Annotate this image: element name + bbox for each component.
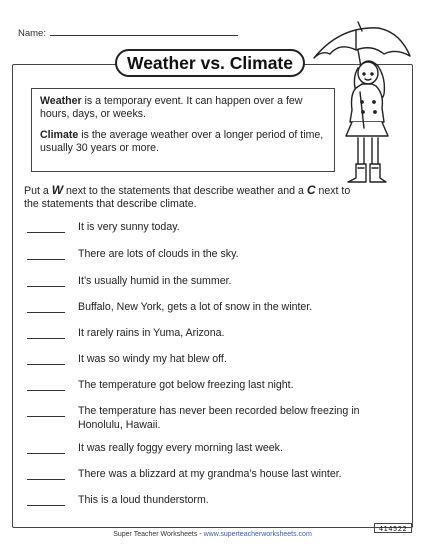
definitions-box [31,88,335,172]
list-item [27,379,388,393]
answer-blank[interactable] [27,354,65,365]
statement-text: It rarely rains in Yuma, Arizona. [78,327,225,339]
answer-blank[interactable] [27,443,65,454]
statement-text: It was so windy my hat blew off. [78,353,227,365]
c-letter: C [306,183,316,197]
worksheet-code: 414522 [374,523,412,533]
answer-blank[interactable] [27,328,65,339]
statement-text: Buffalo, New York, gets a lot of snow in the winter. [78,301,313,313]
climate-definition [40,129,326,155]
statement-text: It was really foggy every morning last week. [78,442,283,454]
footer-url-link[interactable]: www.superteacherworksheets.com [203,531,312,538]
list-item [27,301,388,315]
answer-blank[interactable] [27,406,65,417]
list-item [27,468,388,482]
answer-blank[interactable] [27,469,65,480]
name-row [18,27,238,39]
weather-text: is a temporary event. It can happen over a few hours, days, or weeks. [40,95,303,120]
name-line[interactable] [50,27,238,36]
worksheet-title: Weather vs. Climate [115,49,305,77]
list-item [27,405,388,432]
instructions-part2: next to the statements that describe weather and a [63,185,307,197]
statement-text: The temperature has never been recorded below freezing in Honolulu, Hawaii. [78,405,360,431]
climate-term: Climate [40,129,79,141]
list-item [27,353,388,367]
instructions-part3: next to the statements that describe climate. [24,185,351,210]
footer-brand: Super Teacher Worksheets [113,531,198,538]
footer [0,531,425,538]
answer-blank[interactable] [27,380,65,391]
statement-text: It is very sunny today. [78,221,180,233]
statement-text: There are lots of clouds in the sky. [78,248,239,260]
answer-blank[interactable] [27,222,65,233]
list-item [27,221,388,235]
name-label: Name: [18,28,46,39]
list-item [27,327,388,341]
answer-blank[interactable] [27,276,65,287]
statement-text: There was a blizzard at my grandma’s house last winter. [78,468,342,480]
list-item [27,248,388,262]
answer-blank[interactable] [27,495,65,506]
w-letter: W [51,183,64,197]
instructions-part1: Put a [24,185,52,197]
instructions [24,184,354,211]
list-item [27,494,388,508]
statement-text: The temperature got below freezing last night. [78,379,294,391]
statement-text: This is a loud thunderstorm. [78,494,209,506]
weather-term: Weather [40,95,82,107]
weather-definition [40,95,326,121]
footer-separator: - [197,531,204,538]
answer-blank[interactable] [27,249,65,260]
list-item [27,275,388,289]
statement-text: It’s usually humid in the summer. [78,275,232,287]
climate-text: is the average weather over a longer period of time, usually 30 years or more. [40,129,324,154]
list-item [27,442,388,456]
answer-blank[interactable] [27,302,65,313]
